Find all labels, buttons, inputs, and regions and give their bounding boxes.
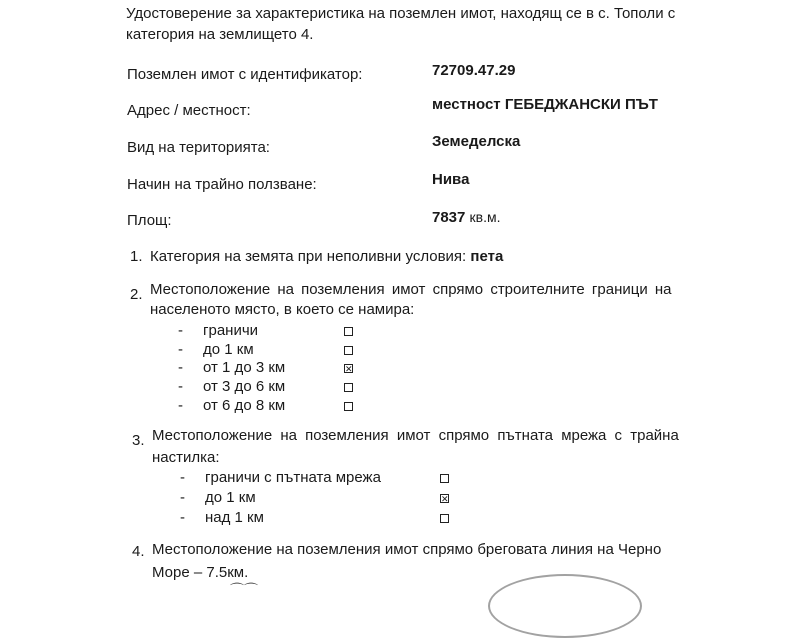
header-line-1: Удостоверение за характеристика на поземлен имот, находящ се в с. Тополи с <box>126 5 676 22</box>
item-3-line-2: настилка: <box>152 449 220 466</box>
item-3-option-label: до 1 км <box>205 489 256 506</box>
item-2-option-label: от 1 до 3 км <box>203 359 286 376</box>
field-value-usage: Нива <box>432 171 470 188</box>
item-2-line-1: Местоположение на поземления имот спрямо строителните граници на <box>150 281 672 298</box>
item-2-option-checkbox[interactable] <box>344 327 353 336</box>
item-2-option-label: от 3 до 6 км <box>203 378 286 395</box>
item-4-line-2: Море – 7.5км. <box>152 564 249 581</box>
item-3-option-label: граничи с пътната мрежа <box>205 469 381 486</box>
item-3-option-checkbox-checked[interactable]: ✕ <box>441 494 449 504</box>
option-dash: - <box>180 489 185 506</box>
item-2-option-checkbox-checked[interactable]: ✕ <box>345 364 353 374</box>
option-dash: - <box>178 359 183 376</box>
area-number: 7837 <box>432 209 466 226</box>
item-2-option-label: до 1 км <box>203 341 254 358</box>
item-4-number: 4. <box>132 543 145 560</box>
item-1-label: Категория на земята при неполивни условия: <box>150 248 467 265</box>
field-label-identifier: Поземлен имот с идентификатор: <box>127 66 363 83</box>
field-value-territory: Земеделска <box>432 133 521 150</box>
option-dash: - <box>178 397 183 414</box>
item-2-option-checkbox[interactable] <box>344 346 353 355</box>
item-3-line-1: Местоположение на поземления имот спрямо пътната мрежа с трайна <box>152 427 679 444</box>
item-2-option-label: граничи <box>203 322 259 339</box>
header-line-2: категория на землището 4. <box>126 26 314 43</box>
option-dash: - <box>178 322 183 339</box>
address-prefix: местност <box>432 96 501 113</box>
item-2-option-checkbox[interactable] <box>344 402 353 411</box>
item-2-option-checkbox[interactable] <box>344 383 353 392</box>
item-2-line-2: населеното място, в което се намира: <box>150 301 415 318</box>
field-label-area: Площ: <box>127 212 172 229</box>
item-3-option-label: над 1 км <box>205 509 264 526</box>
field-value-address <box>432 96 658 114</box>
field-label-usage: Начин на трайно ползване: <box>127 176 317 193</box>
item-1-text <box>150 248 503 266</box>
item-2-number: 2. <box>130 286 143 303</box>
signature-mark: ⌒⌒ <box>230 582 258 598</box>
official-stamp <box>488 574 642 638</box>
item-4-line-1: Местоположение на поземления имот спрямо бреговата линия на Черно <box>152 541 662 558</box>
field-label-territory: Вид на територията: <box>127 139 270 156</box>
item-3-number: 3. <box>132 432 145 449</box>
field-label-address: Адрес / местност: <box>127 102 251 119</box>
item-3-option-checkbox[interactable] <box>440 514 449 523</box>
field-value-identifier: 72709.47.29 <box>432 62 516 79</box>
option-dash: - <box>178 341 183 358</box>
item-1-number: 1. <box>130 248 143 265</box>
option-dash: - <box>178 378 183 395</box>
address-name: ГЕБЕДЖАНСКИ ПЪТ <box>504 96 658 113</box>
option-dash: - <box>180 469 185 486</box>
item-3-option-checkbox[interactable] <box>440 474 449 483</box>
option-dash: - <box>180 509 185 526</box>
item-2-option-label: от 6 до 8 км <box>203 397 286 414</box>
item-1-value: пета <box>470 248 504 265</box>
area-unit: кв.м. <box>469 209 501 225</box>
field-value-area <box>432 208 501 227</box>
